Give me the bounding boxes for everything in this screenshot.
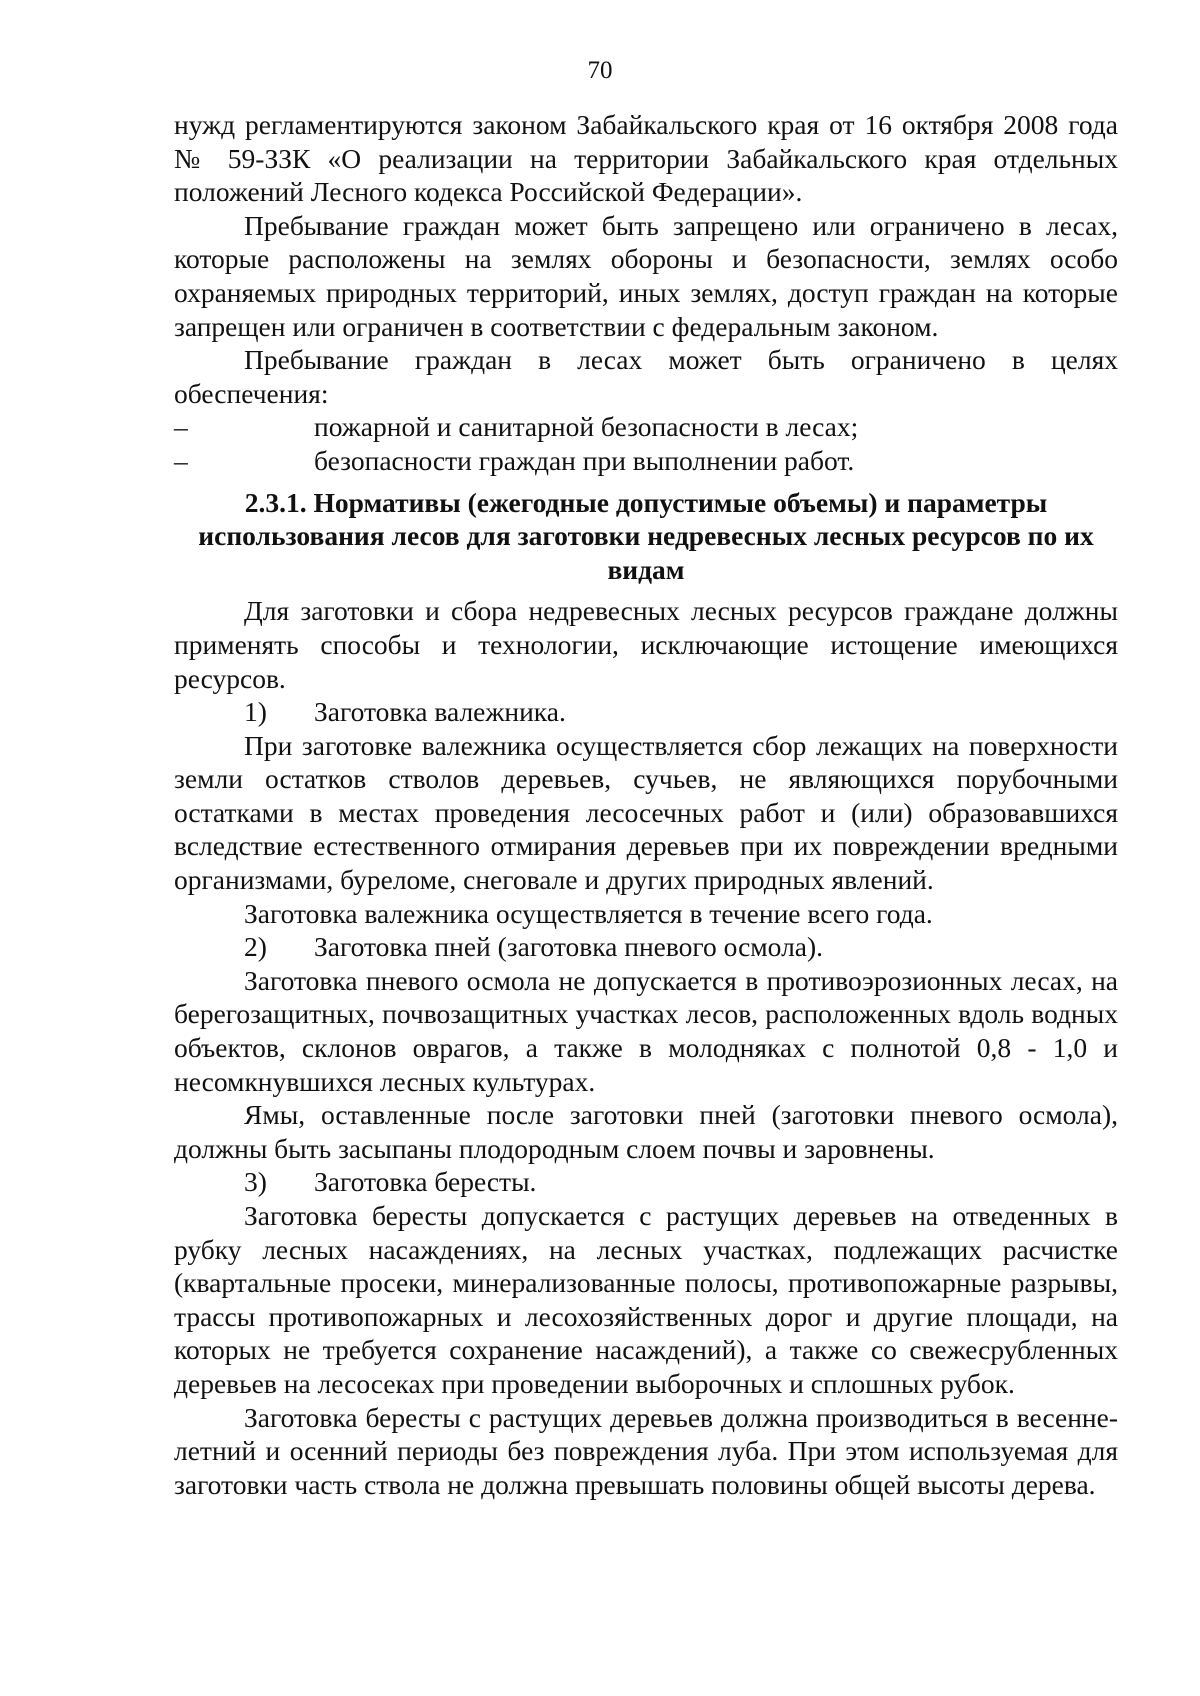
paragraph: Заготовка бересты с растущих деревьев должна производиться в весенне-летний и осенний периоды без повреждения луба. При этом используемая для заготовки часть ствола не должна превышать половины общей высоты дерева. (174, 1401, 1118, 1500)
paragraph: Пребывание граждан в лесах может быть ограничено в целях обеспечения: (174, 344, 1118, 409)
paragraph: Ямы, оставленные после заготовки пней (заготовки пневого осмола), должны быть засыпаны плодородным слоем почвы и заровнены. (174, 1099, 1118, 1164)
item-number: 1) (244, 696, 267, 728)
item-number: 2) (244, 931, 267, 963)
paragraph-continuation: нужд регламентируются законом Забайкальского края от 16 октября 2008 года № 59-ЗЗК «О реализации на территории Забайкальского края отдельных положений Лесного кодекса Российской Федерации». (174, 109, 1118, 208)
paragraph: Пребывание граждан может быть запрещено или ограничено в лесах, которые расположены на землях обороны и безопасности, землях особо охраняемых природных территорий, иных землях, доступ граждан на которые запрещен или ограничен в соответствии с федеральным законом. (174, 209, 1118, 342)
page-number: 70 (587, 57, 613, 84)
section-heading: 2.3.1. Нормативы (ежегодные допустимые объемы) и параметры использования лесов для заготовки недревесных лесных ресурсов по их видам (198, 486, 1094, 585)
paragraph: Заготовка пневого осмола не допускается в противоэрозионных лесах, на берегозащитных, почвозащитных участках лесов, расположенных вдоль водных объектов, склонов оврагов, а также в молодняках с полнотой 0,8 - 1,0 и несомкнувшихся лесных культурах. (174, 964, 1118, 1097)
list-item (174, 410, 1118, 444)
numbered-item (174, 695, 1118, 729)
list-marker: – (174, 444, 188, 476)
paragraph: Заготовка валежника осуществляется в течение всего года. (244, 897, 933, 929)
item-title: Заготовка бересты. (314, 1166, 537, 1198)
list-marker: – (174, 411, 188, 443)
paragraph: Заготовка бересты допускается с растущих деревьев на отведенных в рубку лесных насаждениях, на лесных участках, подлежащих расчистке (квартальные просеки, минерализованные полосы, противопожарные разрывы, трассы противопожарных и лесохозяйственных дорог и другие площади, на которых не требуется сохранение насаждений), а также со свежесрубленных деревьев на лесосеках при проведении выборочных и сплошных рубок. (174, 1200, 1118, 1399)
paragraph: Для заготовки и сбора недревесных лесных ресурсов граждане должны применять способы и технологии, исключающие истощение имеющихся ресурсов. (174, 595, 1118, 694)
paragraph: При заготовке валежника осуществляется сбор лежащих на поверхности земли остатков стволов деревьев, сучьев, не являющихся порубочными остатками в местах проведения лесосечных работ и (или) образовавшихся вследствие естественного отмирания деревьев при их повреждении вредными организмами, буреломе, снеговале и других природных явлений. (174, 729, 1118, 896)
document-body (174, 108, 1118, 1501)
item-title: Заготовка пней (заготовка пневого осмола). (314, 931, 824, 963)
numbered-item (174, 930, 1118, 964)
list-item (174, 444, 1118, 478)
list-item-text: безопасности граждан при выполнении работ. (314, 444, 855, 476)
item-title: Заготовка валежника. (314, 696, 566, 728)
item-number: 3) (244, 1166, 267, 1198)
list-item-text: пожарной и санитарной безопасности в лесах; (314, 411, 859, 443)
numbered-item (174, 1165, 1118, 1199)
